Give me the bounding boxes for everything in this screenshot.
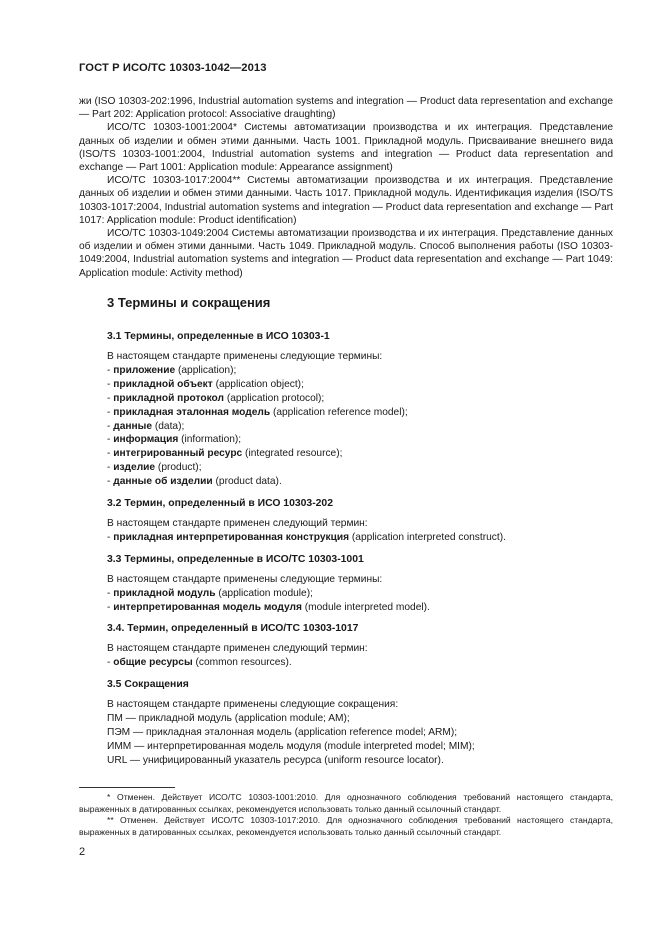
terms-list-3-2 [107,517,607,545]
subsection-title: 3.1 Термины, определенные в ИСО 10303-1 [107,331,330,342]
subsection-title: 3.5 Сокращения [107,679,189,690]
list-item: - изделие (product); [107,462,202,474]
list-item: - прикладной модуль (application module); [107,587,313,599]
abbreviations-list [107,698,607,768]
list-item: - прикладной объект (application object); [107,378,304,390]
reference-paragraph: ИСО/ТС 10303-1001:2004* Системы автоматизации производства и их интеграция. Представление данных об изделии и обмен этими данными. Часть 1001. Прикладной модуль. Присваивание внешнего вида (ISO/TS 10303-1001:2004, Industrial automation systems and integration — Product data representation and exchange — Part 1001: Application module: Appearance assignment) [79,122,613,174]
list-item: ПЭМ — прикладная эталонная модель (application reference model; ARM); [107,726,458,738]
list-item: - данные (data); [107,420,185,432]
list-intro: В настоящем стандарте применены следующие термины: [107,574,383,585]
list-intro: В настоящем стандарте применены следующие термины: [107,351,383,362]
list-intro: В настоящем стандарте применены следующие сокращения: [107,699,399,710]
list-intro: В настоящем стандарте применен следующий термин: [107,518,368,529]
section-title: 3 Термины и сокращения [107,295,271,310]
list-item: - интегрированный ресурс (integrated resource); [107,448,343,460]
footnote: ** Отменен. Действует ИСО/ТС 10303-1017:2010. Для однозначного соблюдения требований настоящего стандарта, выраженных в датированных ссылках, рекомендуется использовать только данный ссылочный стандарт. [79,815,613,837]
footnote-divider [79,787,175,788]
footnotes [79,792,613,838]
list-item: ПМ — прикладной модуль (application module; AM); [107,712,350,724]
list-item: - приложение (application); [107,364,237,376]
list-item: - прикладная интерпретированная конструкция (application interpreted construct). [107,531,506,543]
terms-list-3-3 [107,573,607,615]
list-item: URL — унифицированный указатель ресурса (uniform resource locator). [107,754,444,766]
list-item: - прикладная эталонная модель (application reference model); [107,406,408,418]
subsection-title: 3.4. Термин, определенный в ИСО/ТС 10303-1017 [107,623,359,634]
reference-paragraph: ИСО/ТС 10303-1049:2004 Системы автоматизации производства и их интеграция. Представление данных об изделии и обмен этими данными. Часть 1049. Прикладной модуль. Способ выполнения работы (ISO 10303-1049:2004, Industrial automation systems and integration — Product data representation and exchange — Part 1049: Application module: Activity method) [79,228,613,279]
list-item: - информация (information); [107,434,242,446]
subsection-title: 3.2 Термин, определенный в ИСО 10303-202 [107,498,333,509]
list-item: - прикладной протокол (application protocol); [107,392,325,404]
list-item: - интерпретированная модель модуля (module interpreted model). [107,601,430,613]
references-block [79,95,613,280]
terms-list-3-4 [107,642,607,670]
page-header: ГОСТ Р ИСО/ТС 10303-1042—2013 [79,62,267,74]
subsection-title: 3.3 Термины, определенные в ИСО/ТС 10303-1001 [107,554,364,565]
list-intro: В настоящем стандарте применен следующий термин: [107,643,368,654]
terms-list-3-1 [107,350,607,489]
list-item: - данные об изделии (product data). [107,476,282,488]
footnote: * Отменен. Действует ИСО/ТС 10303-1001:2010. Для однозначного соблюдения требований настоящего стандарта, выраженных в датированных ссылках, рекомендуется использовать только данный ссылочный стандарт. [79,792,613,814]
reference-paragraph: жи (ISO 10303-202:1996, Industrial automation systems and integration — Product data representation and exchange — Part 202: Application protocol: Associative draughting) [79,96,613,121]
page-number: 2 [79,846,86,858]
list-item: ИММ — интерпретированная модель модуля (module interpreted model; MIM); [107,740,475,752]
list-item: - общие ресурсы (common resources). [107,656,292,668]
reference-paragraph: ИСО/ТС 10303-1017:2004** Системы автоматизации производства и их интеграция. Представление данных об изделии и обмен этими данными. Часть 1017. Прикладной модуль. Идентификация изделия (ISO/TS 10303-1017:2004, Industrial automation systems and integration — Product data representation and exchange — Part 1017: Application module: Product identification) [79,175,613,226]
